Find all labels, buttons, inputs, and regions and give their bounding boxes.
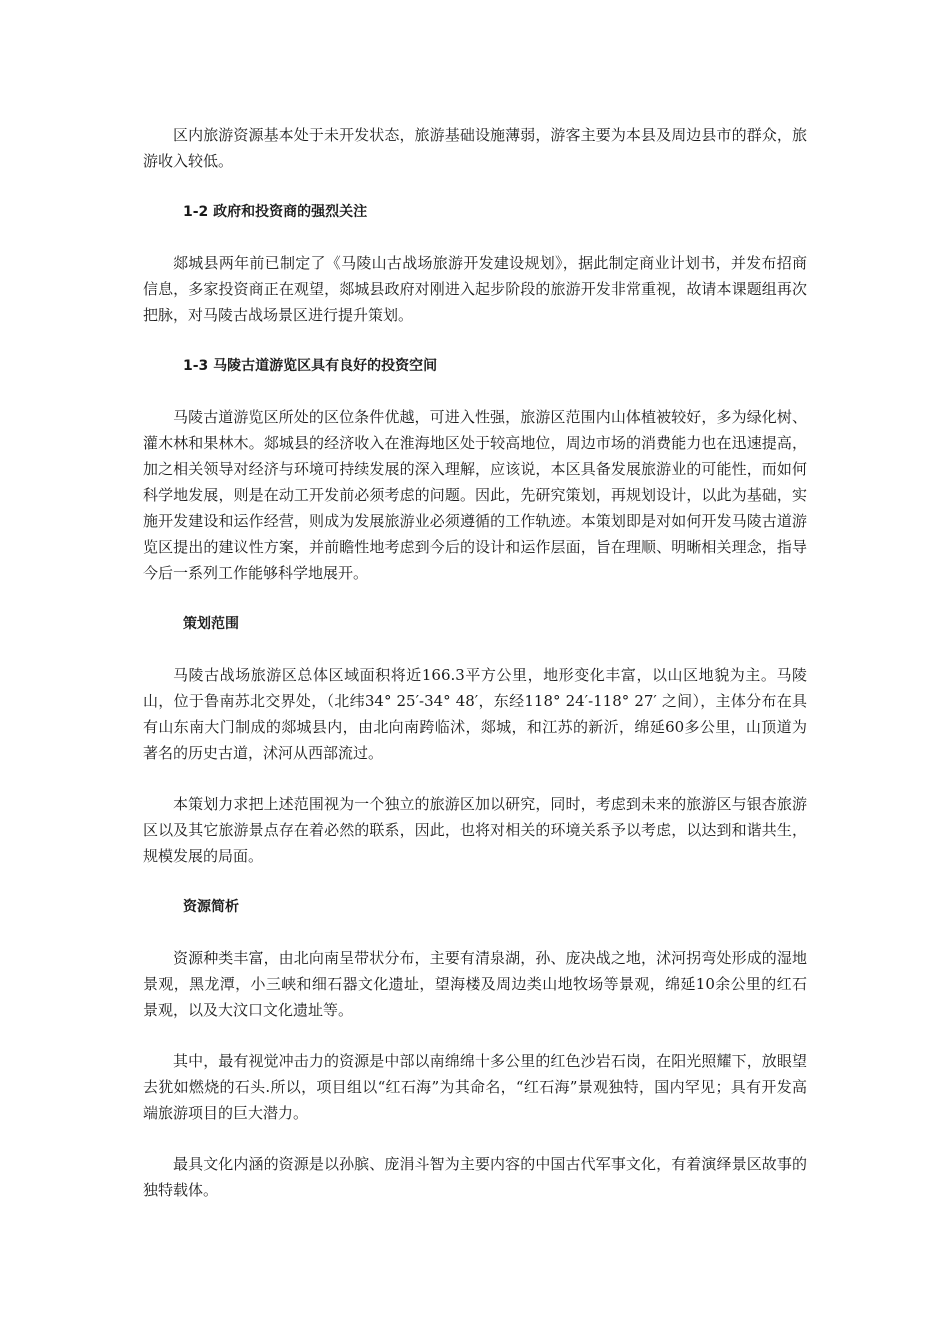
paragraph-resources-types: 资源种类丰富，由北向南呈带状分布，主要有清泉湖，孙、庞决战之地，沭河拐弯处形成的湿地景观，黑龙潭，小三峡和细石器文化遗址，望海楼及周边类山地牧场等景观，绵延10余公里的红石景观，以及大汶口文化遗址等。 — [143, 949, 807, 1019]
section-heading-1-3: 1-3 马陵古道游览区具有良好的投资空间 — [183, 358, 438, 374]
paragraph-military-culture: 最具文化内涵的资源是以孙膑、庞涓斗智为主要内容的中国古代军事文化，有着演绎景区故事的独特载体。 — [143, 1155, 807, 1199]
section-heading-1-2: 1-2 政府和投资商的强烈关注 — [183, 204, 368, 220]
section-heading-resources: 资源简析 — [183, 899, 239, 915]
paragraph-government: 郯城县两年前已制定了《马陵山古战场旅游开发建设规划》，据此制定商业计划书，并发布招商信息，多家投资商正在观望，郯城县政府对刚进入起步阶段的旅游开发非常重视，故请本课题组再次把脉，对马陵古战场景区进行提升策划。 — [143, 254, 807, 324]
paragraph-scope-relation: 本策划力求把上述范围视为一个独立的旅游区加以研究，同时，考虑到未来的旅游区与银杏旅游区以及其它旅游景点存在着必然的联系，因此，也将对相关的环境关系予以考虑，以达到和谐共生，规模发展的局面。 — [143, 795, 807, 865]
section-heading-scope: 策划范围 — [183, 616, 239, 632]
paragraph-scope-area: 马陵古战场旅游区总体区域面积将近166.3平方公里，地形变化丰富，以山区地貌为主。马陵山，位于鲁南苏北交界处，（北纬34° 25′-34° 48′，东经118° 24′-118° 27′ 之间），主体分布在具有山东南大门制成的郯城县内，由北向南跨临沭，郯城，和江苏的新沂，绵延60多公里，山顶道为著名的历史古道，沭河从西部流过。 — [143, 666, 807, 762]
document-page — [143, 122, 807, 1228]
paragraph-intro: 区内旅游资源基本处于未开发状态，旅游基础设施薄弱，游客主要为本县及周边县市的群众，旅游收入较低。 — [143, 126, 807, 170]
paragraph-red-stone-sea: 其中，最有视觉冲击力的资源是中部以南绵绵十多公里的红色沙岩石岗，在阳光照耀下，放眼望去犹如燃烧的石头.所以，项目组以“红石海”为其命名，“红石海”景观独特，国内罕见；具有开发高端旅游项目的巨大潜力。 — [143, 1052, 807, 1122]
paragraph-investment: 马陵古道游览区所处的区位条件优越，可进入性强，旅游区范围内山体植被较好，多为绿化树、灌木林和果林木。郯城县的经济收入在淮海地区处于较高地位，周边市场的消费能力也在迅速提高，加之相关领导对经济与环境可持续发展的深入理解，应该说，本区具备发展旅游业的可能性，而如何科学地发展，则是在动工开发前必须考虑的问题。因此，先研究策划，再规划设计，以此为基础，实施开发建设和运作经营，则成为发展旅游业必须遵循的工作轨迹。本策划即是对如何开发马陵古道游览区提出的建议性方案，并前瞻性地考虑到今后的设计和运作层面，旨在理顺、明晰相关理念，指导今后一系列工作能够科学地展开。 — [143, 408, 807, 582]
